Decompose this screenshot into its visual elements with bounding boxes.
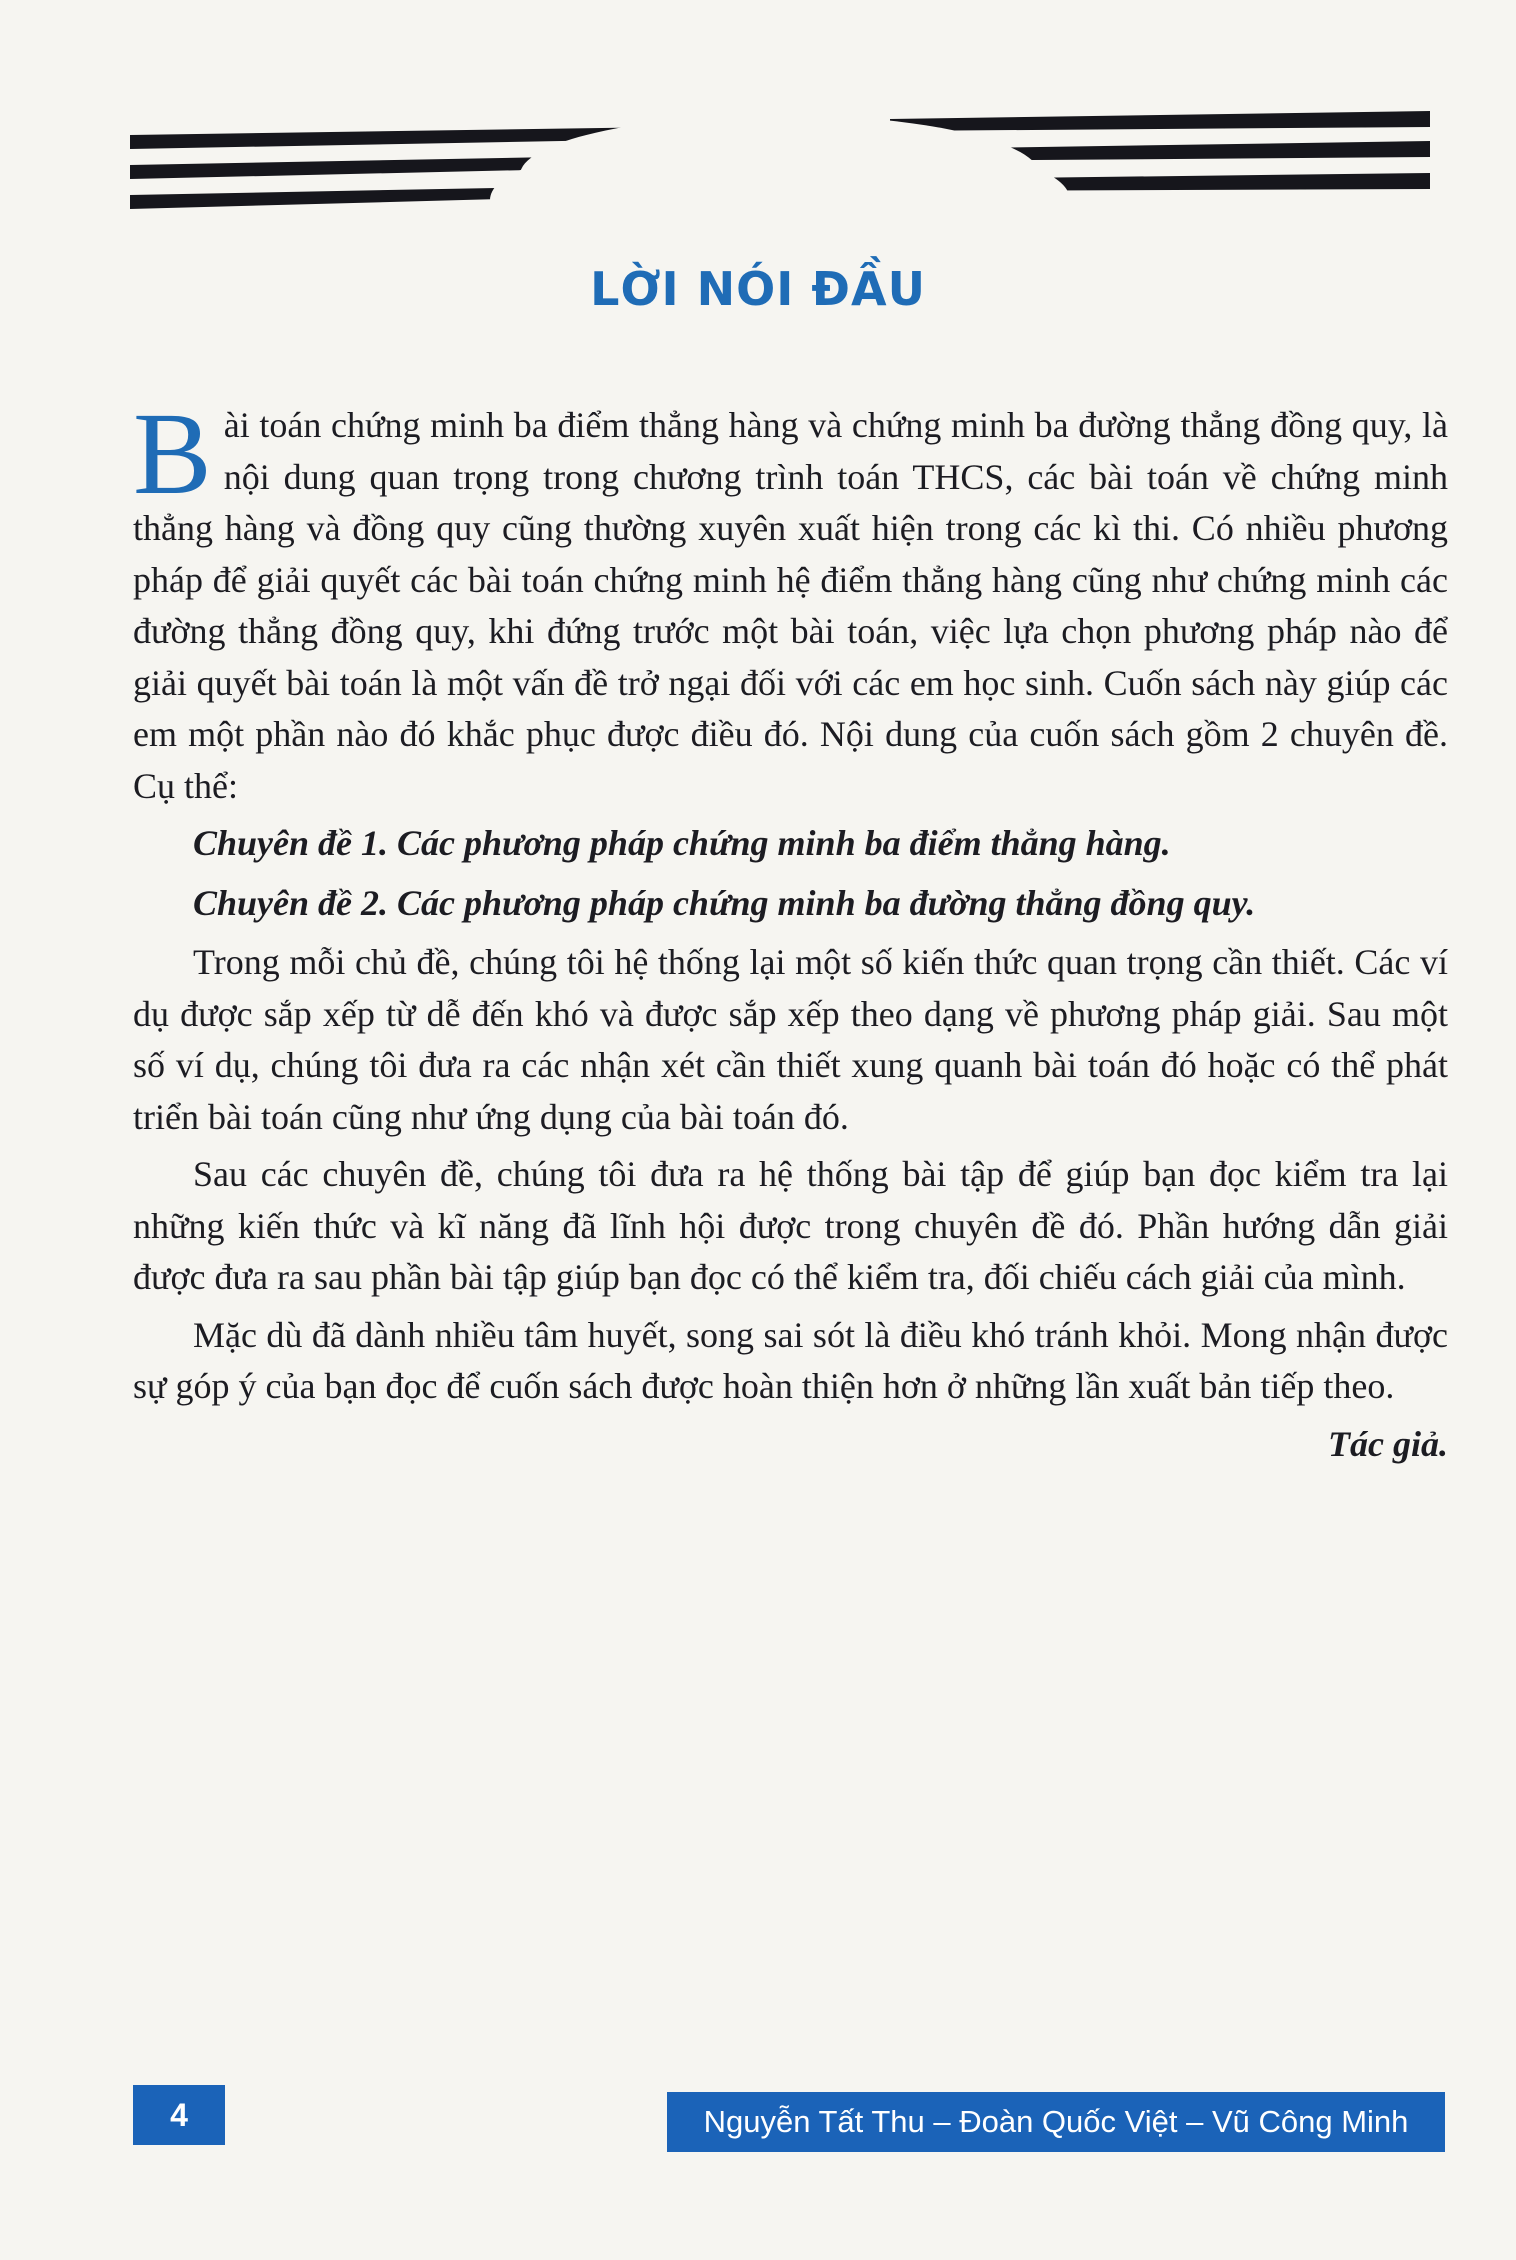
preface-body [133,388,1448,1476]
page-title: LỜI NÓI ĐẦU [590,262,926,316]
header-stripes [130,105,1430,225]
topic-2: Chuyên đề 2. Các phương pháp chứng minh ba đường thẳng đồng quy. [193,882,1256,923]
paragraph-structure: Trong mỗi chủ đề, chúng tôi hệ thống lại một số kiến thức quan trọng cần thiết. Các ví dụ được sắp xếp từ dễ đến khó và được sắp xếp theo dạng về phương pháp giải. Sau một số ví dụ, chúng tôi đưa ra các nhận xét cần thiết xung quanh bài toán đó hoặc có thể phát triển bài toán cũng như ứng dụng của bài toán đó. [133,942,1448,1137]
intro-text: ài toán chứng minh ba điểm thẳng hàng và chứng minh ba đường thẳng đồng quy, là nội dung quan trọng trong chương trình toán THCS, các bài toán về chứng minh thẳng hàng và đồng quy cũng thường xuyên xuất hiện trong các kì thi. Có nhiều phương pháp để giải quyết các bài toán chứng minh hệ điểm thẳng hàng cũng như chứng minh các đường thẳng đồng quy, khi đứng trước một bài toán, việc lựa chọn phương pháp nào để giải quyết bài toán là một vấn đề trở ngại đối với các em học sinh. Cuốn sách này giúp các em một phần nào đó khắc phục được điều đó. Nội dung của cuốn sách gồm 2 chuyên đề. Cụ thể: [133,405,1448,806]
footer-authors: Nguyễn Tất Thu – Đoàn Quốc Việt – Vũ Công Minh [667,2092,1445,2152]
signature: Tác giả. [1328,1423,1448,1464]
intro-paragraph [133,388,1448,812]
paragraph-exercises: Sau các chuyên đề, chúng tôi đưa ra hệ thống bài tập để giúp bạn đọc kiểm tra lại những kiến thức và kĩ năng đã lĩnh hội được trong chuyên đề đó. Phần hướng dẫn giải được đưa ra sau phần bài tập giúp bạn đọc có thể kiểm tra, đối chiếu cách giải của mình. [133,1154,1448,1297]
page-number: 4 [133,2085,225,2145]
paragraph-closing: Mặc dù đã dành nhiều tâm huyết, song sai sót là điều khó tránh khỏi. Mong nhận được sự góp ý của bạn đọc để cuốn sách được hoàn thiện hơn ở những lần xuất bản tiếp theo. [133,1314,1448,1406]
topic-1: Chuyên đề 1. Các phương pháp chứng minh ba điểm thẳng hàng. [193,823,1171,863]
drop-cap: B [133,388,212,519]
